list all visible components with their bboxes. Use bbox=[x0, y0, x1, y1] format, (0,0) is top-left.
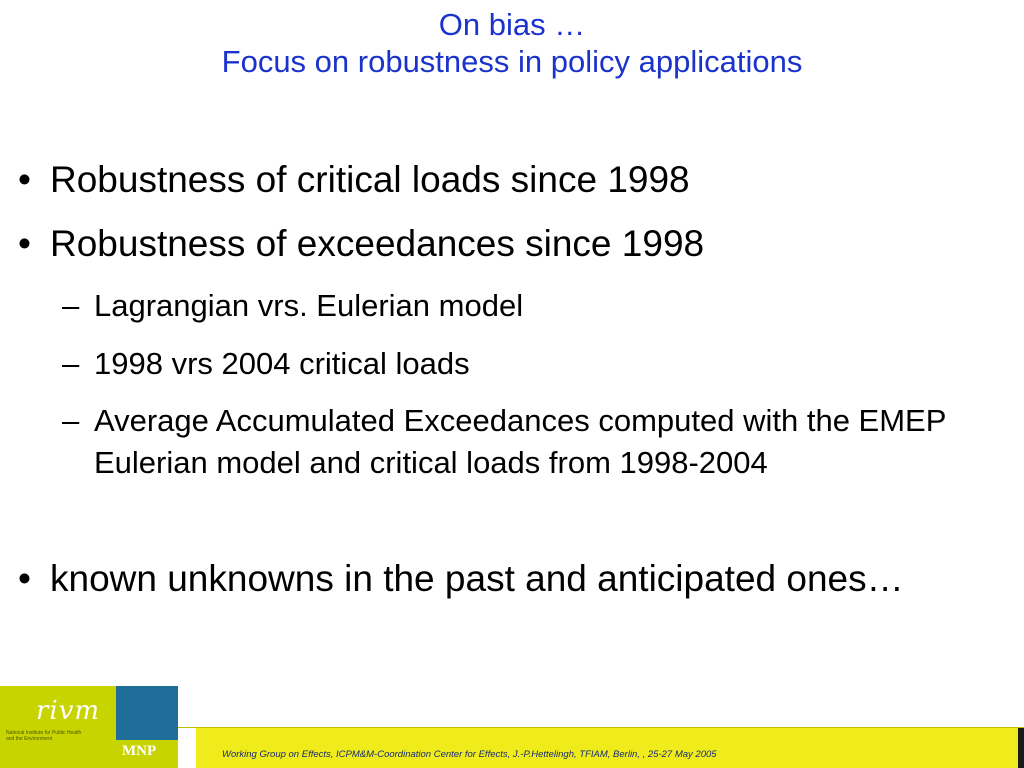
bullet-marker: • bbox=[18, 558, 31, 599]
rivm-logo bbox=[0, 686, 116, 768]
slide-title-line-2: Focus on robustness in policy applications bbox=[221, 44, 803, 79]
sub-bullet-text: Lagrangian vrs. Eulerian model bbox=[94, 288, 524, 323]
footer-bar bbox=[196, 728, 1018, 768]
rivm-logo-subtitle: National Institute for Public Health and the Environment bbox=[6, 730, 82, 742]
bullet-marker: • bbox=[18, 223, 31, 264]
sub-bullet-text: 1998 vrs 2004 critical loads bbox=[94, 346, 470, 381]
slide-title-line-1: On bias … bbox=[438, 7, 586, 42]
rivm-logo-wordmark: rivm bbox=[36, 696, 101, 726]
bullet-text: Robustness of exceedances since 1998 bbox=[50, 223, 705, 264]
sub-bullet-marker: – bbox=[62, 403, 80, 438]
bullet-text: Robustness of critical loads since 1998 bbox=[50, 159, 690, 200]
sub-bullet-marker: – bbox=[62, 346, 80, 381]
footer-text: Working Group on Effects, ICPM&M-Coordination Center for Effects, J.-P.Hettelingh, TFIAM, Berlin, , 25-27 May 2005 bbox=[222, 749, 717, 760]
mnp-logo-label: MNP bbox=[122, 743, 157, 759]
bullet-text: known unknowns in the past and anticipated ones… bbox=[50, 558, 904, 599]
bullet-marker: • bbox=[18, 159, 31, 200]
sub-bullet-text: Average Accumulated Exceedances computed with the EMEP Eulerian model and critical loads from 1998-2004 bbox=[94, 403, 946, 480]
sub-bullet-marker: – bbox=[62, 288, 80, 323]
footer-right-edge bbox=[1018, 728, 1024, 768]
logo-blue-panel bbox=[116, 686, 178, 740]
